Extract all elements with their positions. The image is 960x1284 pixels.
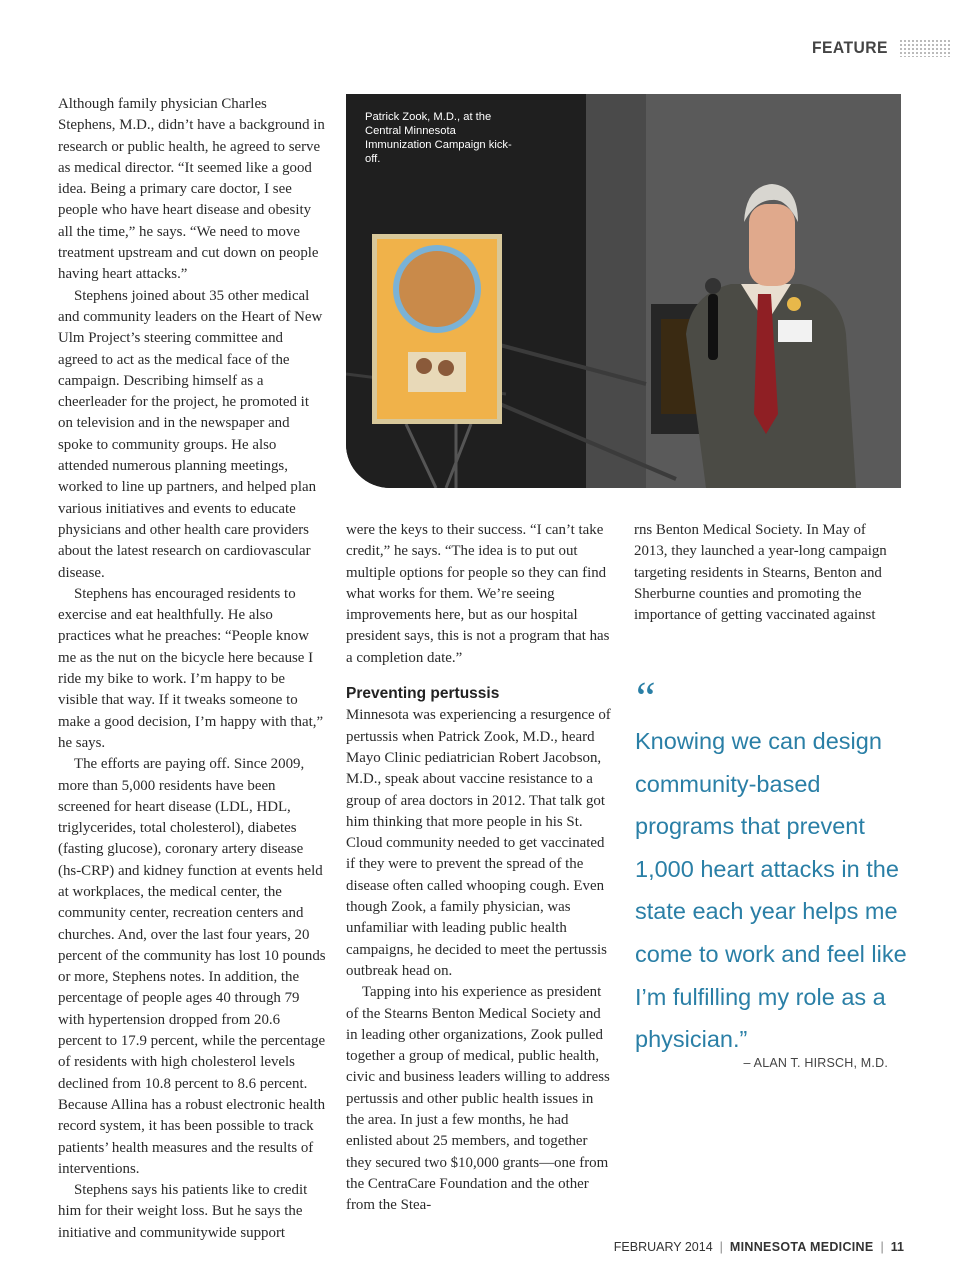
footer-separator: | — [880, 1240, 884, 1254]
page-footer — [614, 1240, 904, 1254]
footer-magazine-name: MINNESOTA MEDICINE — [729, 1240, 874, 1254]
paragraph: The efforts are paying off. Since 2009, more than 5,000 residents have been screened for heart disease (LDL, HDL, triglycerides, total cholesterol), diabetes (fasting glucose), coronary artery disease (hs-CRP) and kidney function at events held at workplaces, the medical center, the community center, recreation centers and churches. And, over the last four years, 20 percent of the community has lost 10 pounds or more, Stephens notes. In addition, the percentage of people ages 40 through 79 with hypertension dropped from 20.6 percent to 17.9 percent, while the percentage of residents with high cholesterol levels declined from 10.8 percent to 8.6 percent. Because Allina has a robust electronic health record system, it has been possible to track patients’ health measures and the results of interventions. — [58, 756, 326, 1177]
article-column-2 — [346, 520, 614, 1217]
paragraph: rns Benton Medical Society. In May of 2013, they launched a year-long campaign targeting residents in Stearns, Benton and Sherburne counties and promoting the importance of getting vaccinated against — [634, 522, 887, 624]
section-header — [812, 38, 951, 58]
paragraph: Stephens says his patients like to credit him for their weight loss. But he says the initiative and communitywide support — [58, 1182, 308, 1241]
article-column-1 — [58, 94, 326, 1244]
paragraph: were the keys to their success. “I can’t take credit,” he says. “The idea is to put out multiple options for people so they can find what works for them. We’re seeing improvements here, but as our hospital president says, this is not a program that has a completion date.” — [346, 522, 610, 666]
article-column-3 — [634, 520, 902, 626]
footer-separator: | — [719, 1240, 723, 1254]
article-photo — [346, 94, 901, 488]
pull-quote: Knowing we can design community-based programs that prevent 1,000 heart attacks in the state each year helps me come to work and feel like I’m fulfilling my role as a physician.” — [635, 728, 907, 1053]
paragraph: Stephens has encouraged residents to exercise and eat healthfully. He also practices what he preaches: “People know me as the nut on the bicycle here because I ride my bike to work. I’m happy to be visible that way. If it tweaks someone to make a good decision, I’m happy with that,” he says. — [58, 585, 324, 751]
section-label: FEATURE — [812, 38, 888, 57]
photo-caption: Patrick Zook, M.D., at the Central Minnesota Immunization Campaign kick-off. — [365, 111, 512, 165]
paragraph: Stephens joined about 35 other medical and community leaders on the Heart of New Ulm Project’s steering committee and agreed to act as the medical face of the campaign. Describing himself as a cheerleader for the project, he promoted it on television and in the newspaper and spoke to community groups. He also attended numerous planning meetings, worked to line up partners, and helped plan various initiatives and events to educate physicians and other health care providers about the latest research on cardiovascular disease. — [58, 287, 323, 581]
footer-date: FEBRUARY 2014 — [613, 1240, 713, 1254]
paragraph: Tapping into his experience as president of the Stearns Benton Medical Society and in leading other organizations, Zook pulled together a group of medical, public health, civic and business leaders willing to address pertussis and other public health issues in the area. In just a few months, he had enlisted about 25 members, and together they secured two $10,000 grants—one from the CentraCare Foundation and the other from the Stea- — [346, 984, 610, 1214]
paragraph: Although family physician Charles Stephens, M.D., didn’t have a background in research or public health, he agreed to serve as medical director. “It seemed like a good idea. Being a primary care doctor, I see people who have heart disease and obesity all the time,” he says. “We need to move treatment upstream and cut down on people having heart attacks.” — [58, 96, 325, 283]
paragraph: Minnesota was experiencing a resurgence of pertussis when Patrick Zook, M.D., heard Mayo Clinic pediatrician Robert Jacobson, M.D., speak about vaccine resistance to a group of area doctors in 2012. That talk got him thinking that more people in his St. Cloud community needed to get vaccinated if they were to prevent the spread of the disease often called whooping cough. Even though Zook, a family physician, was unfamiliar with leading public health campaigns, he decided to meet the pertussis outbreak head on. — [346, 707, 611, 979]
quote-mark-icon: “ — [636, 673, 656, 722]
dot-pattern — [899, 39, 951, 57]
pull-quote-attribution: – ALAN T. HIRSCH, M.D. — [743, 1056, 888, 1070]
section-subhead: Preventing pertussis — [346, 685, 500, 703]
page-number: 11 — [890, 1240, 904, 1254]
